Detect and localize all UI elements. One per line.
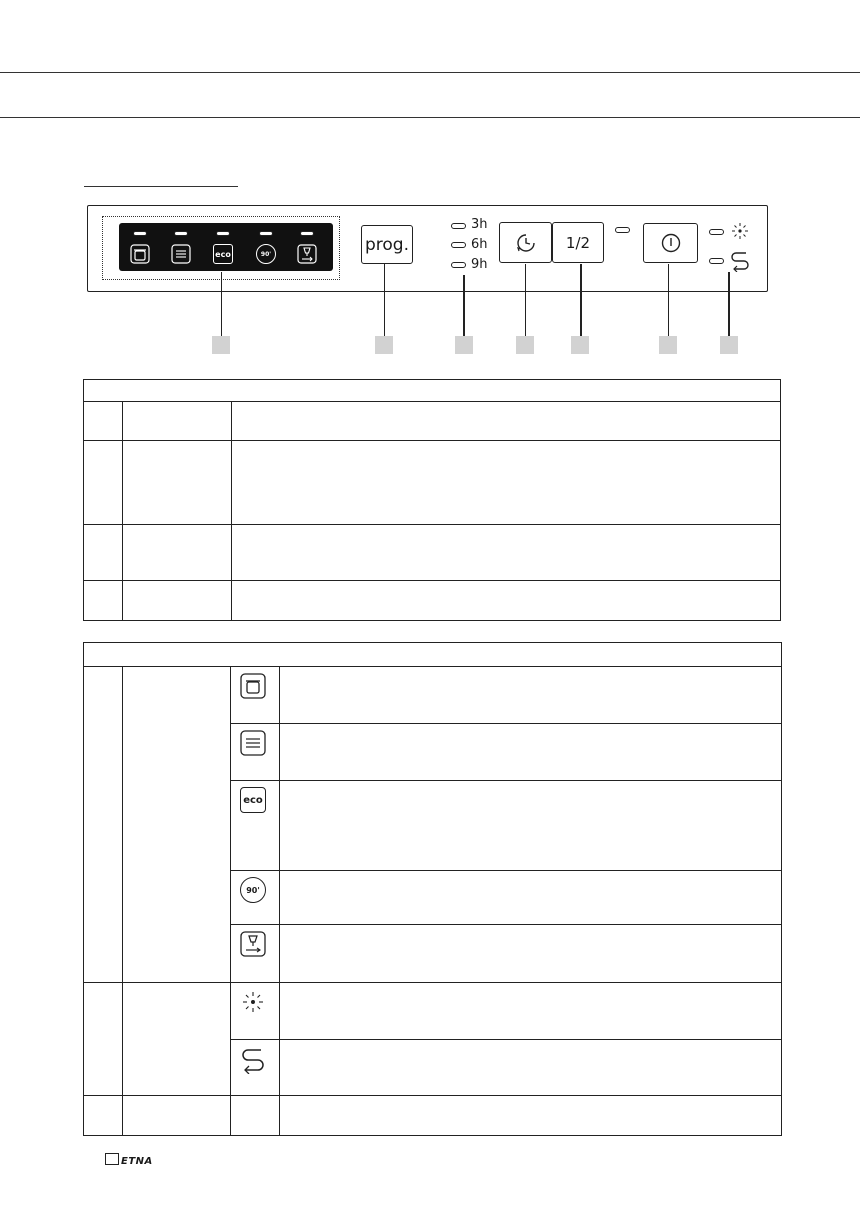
table-quick-90-icon bbox=[240, 877, 266, 903]
rinse-aid-led bbox=[709, 229, 724, 235]
callout-marker-6 bbox=[659, 336, 677, 354]
callout-marker-2 bbox=[375, 336, 393, 354]
program-led-4 bbox=[259, 231, 273, 236]
rinse-aid-icon bbox=[730, 221, 750, 241]
pointer-line-6 bbox=[668, 264, 669, 336]
table-quick-label: 90' bbox=[246, 885, 260, 895]
indicators-table-header bbox=[84, 643, 782, 667]
controls-table-header bbox=[84, 380, 781, 402]
hour-label-6h: 6h bbox=[471, 237, 488, 252]
program-led-1 bbox=[133, 231, 147, 236]
eco-icon bbox=[213, 244, 233, 264]
table-rinse-aid-icon bbox=[240, 989, 266, 1015]
table-eco-icon bbox=[240, 787, 266, 813]
half-load-led bbox=[615, 227, 630, 233]
glass-icon bbox=[297, 244, 317, 264]
table-glass-icon bbox=[240, 931, 266, 957]
half-load-button[interactable] bbox=[552, 222, 604, 263]
callout-marker-1 bbox=[212, 336, 230, 354]
hour-label-3h: 3h bbox=[471, 217, 488, 232]
power-icon bbox=[660, 232, 682, 254]
table-eco-label: eco bbox=[243, 794, 263, 806]
eco-label: eco bbox=[215, 249, 231, 259]
indicators-table bbox=[83, 642, 782, 1136]
callout-marker-5 bbox=[571, 336, 589, 354]
pointer-line-2 bbox=[384, 264, 385, 336]
callout-marker-3 bbox=[455, 336, 473, 354]
half-load-label: 1/2 bbox=[565, 233, 591, 252]
controls-table bbox=[83, 379, 781, 621]
header-rule-bottom bbox=[0, 117, 860, 118]
salt-icon bbox=[730, 250, 750, 272]
power-button[interactable] bbox=[643, 223, 698, 263]
program-led-2 bbox=[174, 231, 188, 236]
logo-text: ETNA bbox=[121, 1156, 153, 1167]
intensive-icon bbox=[171, 244, 191, 264]
table-salt-icon bbox=[240, 1046, 266, 1074]
callout-marker-7 bbox=[720, 336, 738, 354]
pointer-line-1 bbox=[221, 272, 222, 336]
program-led-5 bbox=[300, 231, 314, 236]
hour-led-3h bbox=[451, 223, 466, 229]
brand-logo bbox=[105, 1153, 153, 1167]
pointer-line-5 bbox=[580, 264, 582, 336]
pointer-line-4 bbox=[525, 264, 526, 336]
callout-marker-4 bbox=[516, 336, 534, 354]
table-pot-icon bbox=[240, 673, 266, 699]
header-rule-top bbox=[0, 72, 860, 73]
hour-led-6h bbox=[451, 242, 466, 248]
hour-label-9h: 9h bbox=[471, 257, 488, 272]
quick-label: 90' bbox=[260, 250, 272, 258]
pointer-line-3 bbox=[463, 275, 465, 336]
prog-button-label: prog. bbox=[364, 234, 409, 255]
table-intensive-icon bbox=[240, 730, 266, 756]
program-led-3 bbox=[216, 231, 230, 236]
logo-mark-icon bbox=[105, 1153, 119, 1165]
hour-led-9h bbox=[451, 262, 466, 268]
pot-icon bbox=[130, 244, 150, 264]
delay-clock-icon bbox=[514, 231, 538, 255]
quick-90-icon bbox=[256, 244, 276, 264]
pointer-line-7 bbox=[728, 272, 730, 336]
salt-led bbox=[709, 258, 724, 264]
section-title-underline bbox=[84, 186, 238, 187]
prog-button[interactable] bbox=[361, 225, 413, 264]
delay-button[interactable] bbox=[499, 222, 552, 263]
